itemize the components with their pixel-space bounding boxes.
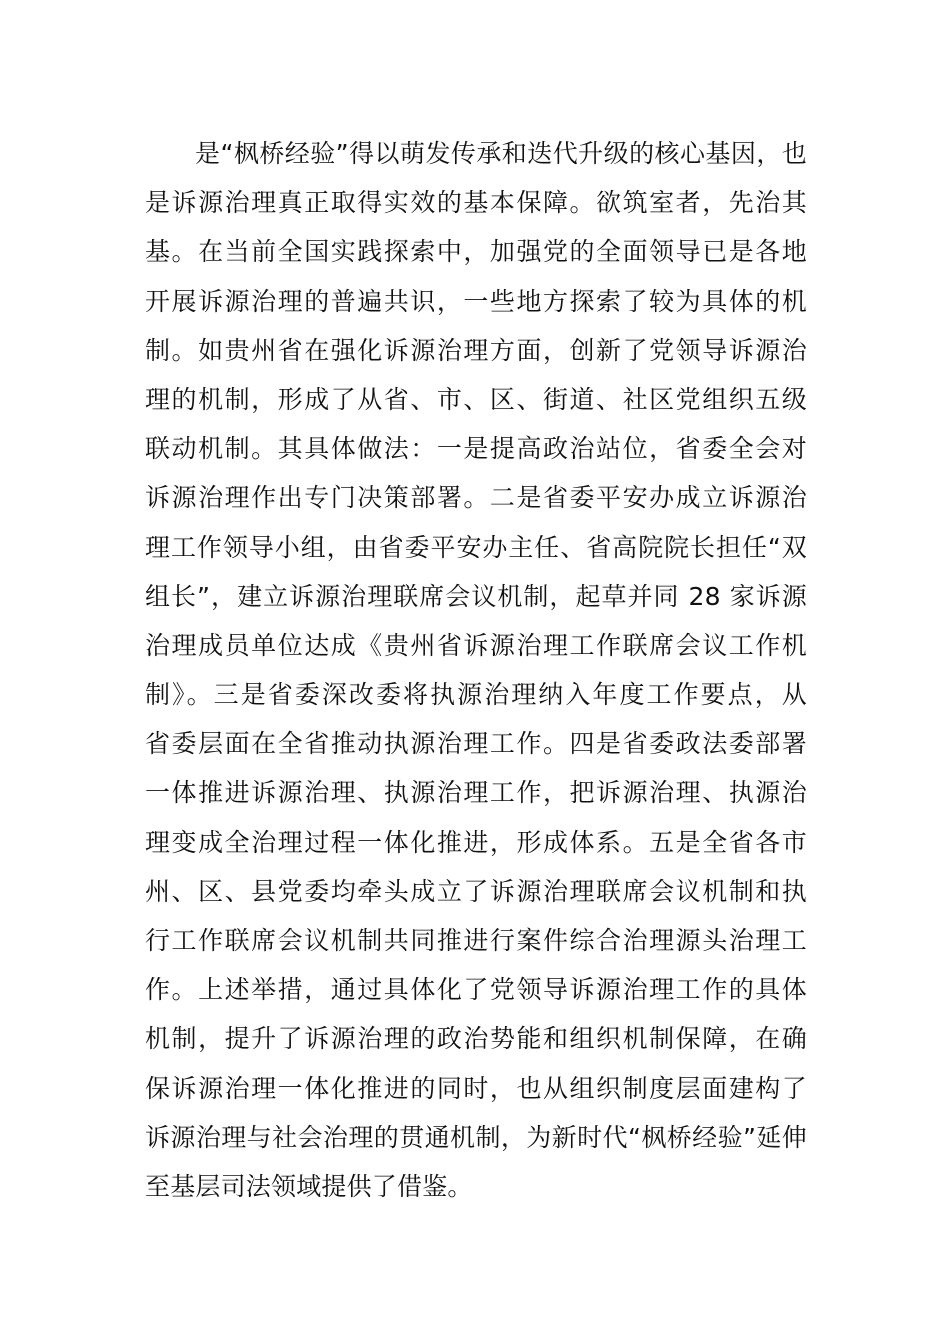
paragraph-line: 组长”，建立诉源治理联席会议机制，起草并同 28 家诉源	[145, 581, 807, 611]
paragraph-line: 制》。三是省委深改委将执源治理纳入年度工作要点，从	[145, 680, 807, 710]
paragraph-line: 理的机制，形成了从省、市、区、街道、社区党组织五级	[145, 384, 807, 414]
paragraph-line: 州、区、县党委均牵头成立了诉源治理联席会议机制和执	[145, 876, 807, 906]
paragraph-line: 一体推进诉源治理、执源治理工作，把诉源治理、执源治	[145, 778, 807, 808]
paragraph-line: 开展诉源治理的普遍共识，一些地方探索了较为具体的机	[145, 286, 807, 316]
paragraph-line: 保诉源治理一体化推进的同时，也从组织制度层面建构了	[145, 1073, 807, 1103]
paragraph-line: 基。在当前全国实践探索中，加强党的全面领导已是各地	[145, 237, 807, 267]
paragraph-line: 理工作领导小组，由省委平安办主任、省高院院长担任“双	[145, 532, 807, 562]
paragraph-line: 治理成员单位达成《贵州省诉源治理工作联席会议工作机	[145, 630, 807, 660]
paragraph-line: 联动机制。其具体做法：一是提高政治站位，省委全会对	[145, 434, 807, 464]
paragraph-line: 诉源治理与社会治理的贯通机制，为新时代“枫桥经验”延伸	[145, 1122, 807, 1152]
paragraph-line: 作。上述举措，通过具体化了党领导诉源治理工作的具体	[145, 975, 807, 1005]
paragraph-line: 省委层面在全省推动执源治理工作。四是省委政法委部署	[145, 729, 807, 759]
paragraph-line: 是“枫桥经验”得以萌发传承和迭代升级的核心基因，也	[195, 139, 807, 168]
paragraph-line: 行工作联席会议机制共同推进行案件综合治理源头治理工	[145, 926, 807, 955]
body-paragraph	[145, 129, 807, 1211]
paragraph-line: 制。如贵州省在强化诉源治理方面，创新了党领导诉源治	[145, 335, 807, 365]
paragraph-line: 至基层司法领域提供了借鉴。	[145, 1171, 473, 1201]
paragraph-line: 是诉源治理真正取得实效的基本保障。欲筑室者，先治其	[145, 188, 807, 218]
paragraph-line: 诉源治理作出专门决策部署。二是省委平安办成立诉源治	[145, 483, 807, 513]
paragraph-line: 机制，提升了诉源治理的政治势能和组织机制保障，在确	[145, 1024, 807, 1054]
paragraph-line: 理变成全治理过程一体化推进，形成体系。五是全省各市	[145, 827, 807, 857]
